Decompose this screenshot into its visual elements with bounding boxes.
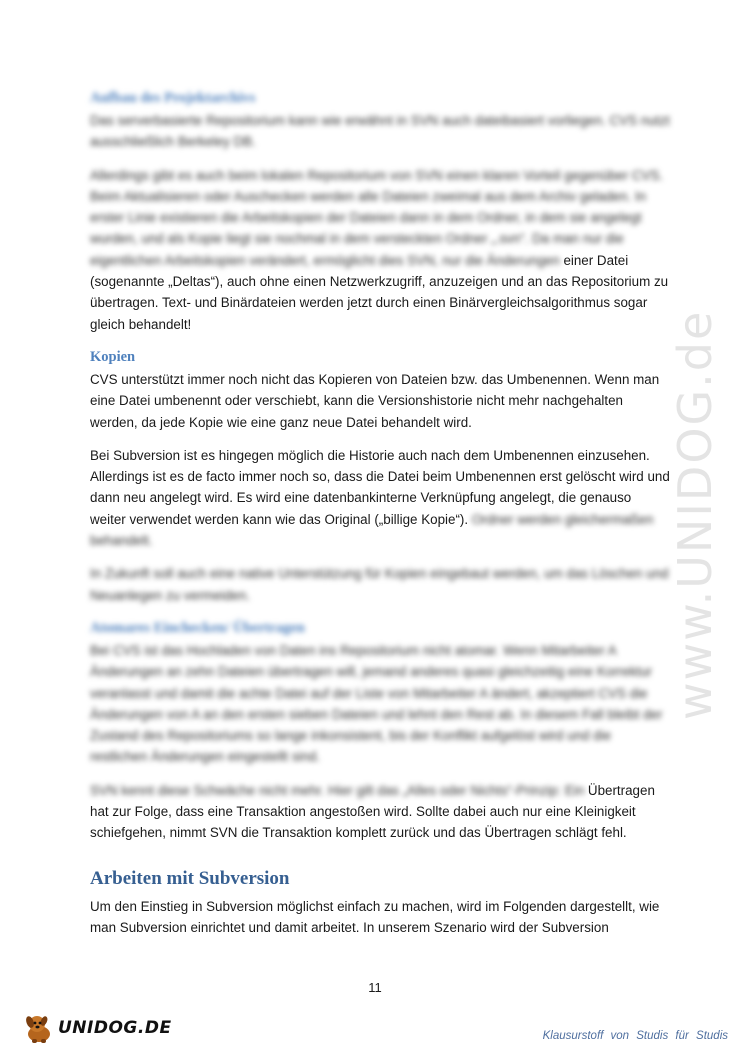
dog-mascot-icon <box>22 1012 56 1044</box>
paragraph-kopien-1: CVS unterstützt immer noch nicht das Kopieren von Dateien bzw. das Umbenennen. Wenn man eine Datei umbenennt oder verschiebt, kann die Versionshistorie nicht mehr nachgehalten werden, da jede Kopie wie eine ganz neue Datei behandelt wird. <box>90 371 660 430</box>
paragraph-aufbau-2-clear: einer Datei (sogenannte „Deltas“), auch ohne einen Netzwerkzugriff, anzuzeigen und an das Repositorium zu übertragen. Text- und Binärdateien werden jetzt durch einen Binärvergleichsalgorithmus sogar gleich behandelt! <box>90 252 669 332</box>
paragraph-kopien-2-blurred: Ordner werden gleichermaßen behandelt. <box>90 511 654 549</box>
section-heading-atomar: Atomares Einchecken/ Übertragen <box>90 619 305 636</box>
paragraph-atomar-2-clear: Übertragen hat zur Folge, dass eine Transaktion angestoßen wird. Sollte dabei auch nur eine Kleinigkeit schiefgehen, nimmt SVN die Transaktion komplett zurück und das Übertragen schlägt fehl. <box>90 782 655 841</box>
paragraph-arbeiten-1: Um den Einstieg in Subversion möglichst einfach zu machen, wird im Folgenden dargestellt, wie man Subversion einrichtet und damit arbeitet. In unserem Szenario wird der Subversion <box>90 898 660 935</box>
footer-logo <box>22 1012 172 1044</box>
logo-text: UNIDOG.DE <box>58 1018 172 1038</box>
paragraph-atomar-1: Bei CVS ist das Hochladen von Daten ins Repositorium nicht atomar. Wenn Mitarbeiter A Änderungen an zehn Dateien übertragen will, jemand anderes quasi gleichzeitig eine Korrektur veranlasst und damit die achte Datei auf der Liste von Mitarbeiter A ändert, akzeptiert CVS die Änderungen von A an den ersten sieben Dateien und lehnt den Rest ab. In diesem Fall bleibt der Zustand des Repositoriums so lange inkonsistent, bis der Konflikt aufgelöst wird und die restlichen Änderungen eingestellt sind. <box>90 642 663 765</box>
paragraph-aufbau-2 <box>90 165 670 335</box>
paragraph-kopien-3: In Zukunft soll auch eine native Unterstützung für Kopien eingebaut werden, um das Löschen und Neuanlegen zu vermeiden. <box>90 566 669 603</box>
section-heading-kopien: Kopien <box>90 348 136 365</box>
paragraph-aufbau-1: Das serverbasierte Repositorium kann wie erwähnt in SVN auch dateibasiert vorliegen. CVS nutzt ausschließlich Berkeley DB. <box>90 113 670 150</box>
page-number: 11 <box>368 980 382 995</box>
paragraph-aufbau-2-blurred: Allerdings gibt es auch beim lokalen Repositorium von SVN einen klaren Vorteil gegenüber CVS. Beim Aktualisieren oder Auschecken werden alle Dateien zweimal aus dem Archiv geladen. In erster Linie existieren die Arbeitskopien der Dateien dann in dem Ordner, in dem sie angelegt wurden, und als Kopie liegt sie nochmal in dem versteckten Ordner „.svn“. Da man nur die eigentlichen Arbeitskopien verändert, ermöglicht dies SVN, nur die Änderungen <box>90 167 664 268</box>
watermark-text: www.UNIDOG.de <box>668 309 722 720</box>
paragraph-atomar-2-blurred: SVN kennt diese Schwäche nicht mehr. Hier gilt das „Alles oder Nichts“-Prinzip: Ein <box>90 782 585 798</box>
paragraph-kopien-2-clear: Bei Subversion ist es hingegen möglich die Historie auch nach dem Umbenennen einzusehen. Allerdings ist es de facto immer noch so, dass die Datei beim Umbenennen erst gelöscht wird und dann neu angelegt wird. Es wird eine datenbankinterne Verknüpfung angelegt, die genauso weiter verwendet werden kann wie das Original („billige Kopie“). <box>90 447 670 527</box>
footer-tagline: Klausurstoff von Studis für Studis <box>542 1030 728 1042</box>
document-page <box>90 88 670 950</box>
chapter-heading-arbeiten: Arbeiten mit Subversion <box>90 867 290 889</box>
paragraph-atomar-2 <box>90 780 670 844</box>
spacer <box>90 856 670 866</box>
section-heading-aufbau: Aufbau des Projektarchivs <box>90 90 256 106</box>
paragraph-kopien-2 <box>90 445 670 551</box>
